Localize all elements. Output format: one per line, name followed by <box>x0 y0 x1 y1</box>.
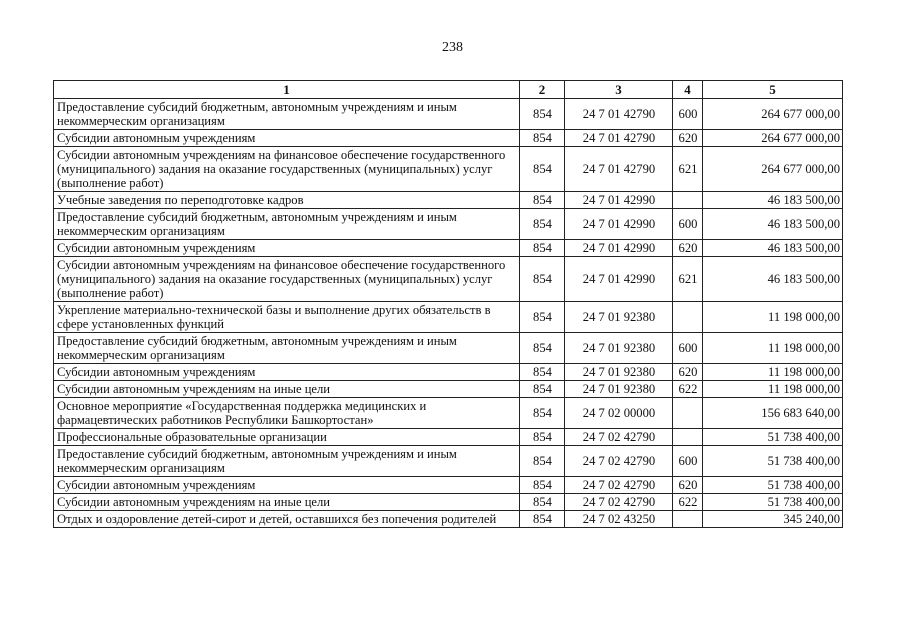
row-name: Отдых и оздоровление детей-сирот и детей, оставшихся без попечения родителей <box>54 511 520 528</box>
row-name: Субсидии автономным учреждениям на иные цели <box>54 494 520 511</box>
row-expense-type: 600 <box>673 333 703 364</box>
row-expense-type: 621 <box>673 257 703 302</box>
row-expense-type: 620 <box>673 240 703 257</box>
row-target-article: 24 7 02 00000 <box>565 398 673 429</box>
row-target-article: 24 7 02 42790 <box>565 494 673 511</box>
table-row <box>54 147 843 192</box>
row-name: Учебные заведения по переподготовке кадров <box>54 192 520 209</box>
row-amount: 264 677 000,00 <box>703 99 843 130</box>
table-row <box>54 398 843 429</box>
row-grbs-code: 854 <box>520 381 565 398</box>
row-target-article: 24 7 02 42790 <box>565 446 673 477</box>
row-target-article: 24 7 01 92380 <box>565 381 673 398</box>
row-name: Субсидии автономным учреждениям на иные цели <box>54 381 520 398</box>
row-expense-type: 621 <box>673 147 703 192</box>
row-expense-type: 600 <box>673 209 703 240</box>
row-grbs-code: 854 <box>520 333 565 364</box>
row-grbs-code: 854 <box>520 147 565 192</box>
row-grbs-code: 854 <box>520 494 565 511</box>
row-amount: 11 198 000,00 <box>703 381 843 398</box>
header-col-4: 4 <box>673 81 703 99</box>
table-row <box>54 240 843 257</box>
row-grbs-code: 854 <box>520 257 565 302</box>
row-name: Укрепление материально-технической базы и выполнение других обязательств в сфере установленных функций <box>54 302 520 333</box>
row-name: Субсидии автономным учреждениям <box>54 477 520 494</box>
row-expense-type <box>673 429 703 446</box>
row-amount: 11 198 000,00 <box>703 364 843 381</box>
row-target-article: 24 7 01 92380 <box>565 364 673 381</box>
row-amount: 51 738 400,00 <box>703 477 843 494</box>
row-expense-type <box>673 511 703 528</box>
row-grbs-code: 854 <box>520 130 565 147</box>
table-row <box>54 209 843 240</box>
row-expense-type: 620 <box>673 477 703 494</box>
row-target-article: 24 7 01 42990 <box>565 240 673 257</box>
row-amount: 264 677 000,00 <box>703 147 843 192</box>
table-row <box>54 364 843 381</box>
row-amount: 51 738 400,00 <box>703 494 843 511</box>
row-name: Субсидии автономным учреждениям <box>54 240 520 257</box>
header-col-5: 5 <box>703 81 843 99</box>
row-grbs-code: 854 <box>520 511 565 528</box>
row-expense-type: 620 <box>673 130 703 147</box>
table-row <box>54 381 843 398</box>
row-name: Субсидии автономным учреждениям на финансовое обеспечение государственного (муниципального) задания на оказание государственных (муниципальных) услуг (выполнение работ) <box>54 147 520 192</box>
header-col-2: 2 <box>520 81 565 99</box>
row-target-article: 24 7 02 42790 <box>565 429 673 446</box>
row-amount: 51 738 400,00 <box>703 446 843 477</box>
row-amount: 264 677 000,00 <box>703 130 843 147</box>
row-grbs-code: 854 <box>520 477 565 494</box>
row-target-article: 24 7 01 42790 <box>565 130 673 147</box>
header-col-1: 1 <box>54 81 520 99</box>
row-target-article: 24 7 01 92380 <box>565 333 673 364</box>
row-grbs-code: 854 <box>520 99 565 130</box>
row-amount: 51 738 400,00 <box>703 429 843 446</box>
table-row <box>54 192 843 209</box>
table-row <box>54 494 843 511</box>
budget-table <box>53 80 843 528</box>
row-grbs-code: 854 <box>520 192 565 209</box>
row-name: Субсидии автономным учреждениям <box>54 130 520 147</box>
row-grbs-code: 854 <box>520 302 565 333</box>
row-amount: 46 183 500,00 <box>703 240 843 257</box>
row-name: Предоставление субсидий бюджетным, автономным учреждениям и иным некоммерческим организациям <box>54 99 520 130</box>
row-amount: 46 183 500,00 <box>703 209 843 240</box>
row-expense-type: 622 <box>673 381 703 398</box>
row-grbs-code: 854 <box>520 398 565 429</box>
row-expense-type: 600 <box>673 446 703 477</box>
row-name: Предоставление субсидий бюджетным, автономным учреждениям и иным некоммерческим организациям <box>54 209 520 240</box>
row-grbs-code: 854 <box>520 364 565 381</box>
table-row <box>54 257 843 302</box>
row-grbs-code: 854 <box>520 240 565 257</box>
row-target-article: 24 7 01 92380 <box>565 302 673 333</box>
row-target-article: 24 7 01 42990 <box>565 209 673 240</box>
row-target-article: 24 7 01 42990 <box>565 257 673 302</box>
table-row <box>54 511 843 528</box>
row-expense-type: 600 <box>673 99 703 130</box>
row-amount: 46 183 500,00 <box>703 192 843 209</box>
table-row <box>54 446 843 477</box>
table-row <box>54 99 843 130</box>
table-row <box>54 302 843 333</box>
row-name: Основное мероприятие «Государственная поддержка медицинских и фармацевтических работников Республики Башкортостан» <box>54 398 520 429</box>
page-number: 238 <box>442 40 463 55</box>
row-name: Предоставление субсидий бюджетным, автономным учреждениям и иным некоммерческим организациям <box>54 333 520 364</box>
table-row <box>54 130 843 147</box>
table-row <box>54 429 843 446</box>
row-expense-type <box>673 398 703 429</box>
header-col-3: 3 <box>565 81 673 99</box>
table-header-row <box>54 81 843 99</box>
row-expense-type: 622 <box>673 494 703 511</box>
row-amount: 345 240,00 <box>703 511 843 528</box>
row-target-article: 24 7 01 42790 <box>565 99 673 130</box>
row-name: Субсидии автономным учреждениям <box>54 364 520 381</box>
row-amount: 11 198 000,00 <box>703 333 843 364</box>
row-amount: 11 198 000,00 <box>703 302 843 333</box>
row-grbs-code: 854 <box>520 446 565 477</box>
row-target-article: 24 7 01 42790 <box>565 147 673 192</box>
table-row <box>54 333 843 364</box>
row-name: Профессиональные образовательные организации <box>54 429 520 446</box>
row-name: Предоставление субсидий бюджетным, автономным учреждениям и иным некоммерческим организациям <box>54 446 520 477</box>
row-target-article: 24 7 02 43250 <box>565 511 673 528</box>
row-amount: 156 683 640,00 <box>703 398 843 429</box>
row-grbs-code: 854 <box>520 209 565 240</box>
table-row <box>54 477 843 494</box>
row-target-article: 24 7 01 42990 <box>565 192 673 209</box>
row-grbs-code: 854 <box>520 429 565 446</box>
row-expense-type: 620 <box>673 364 703 381</box>
row-target-article: 24 7 02 42790 <box>565 477 673 494</box>
row-name: Субсидии автономным учреждениям на финансовое обеспечение государственного (муниципального) задания на оказание государственных (муниципальных) услуг (выполнение работ) <box>54 257 520 302</box>
row-expense-type <box>673 192 703 209</box>
row-amount: 46 183 500,00 <box>703 257 843 302</box>
row-expense-type <box>673 302 703 333</box>
